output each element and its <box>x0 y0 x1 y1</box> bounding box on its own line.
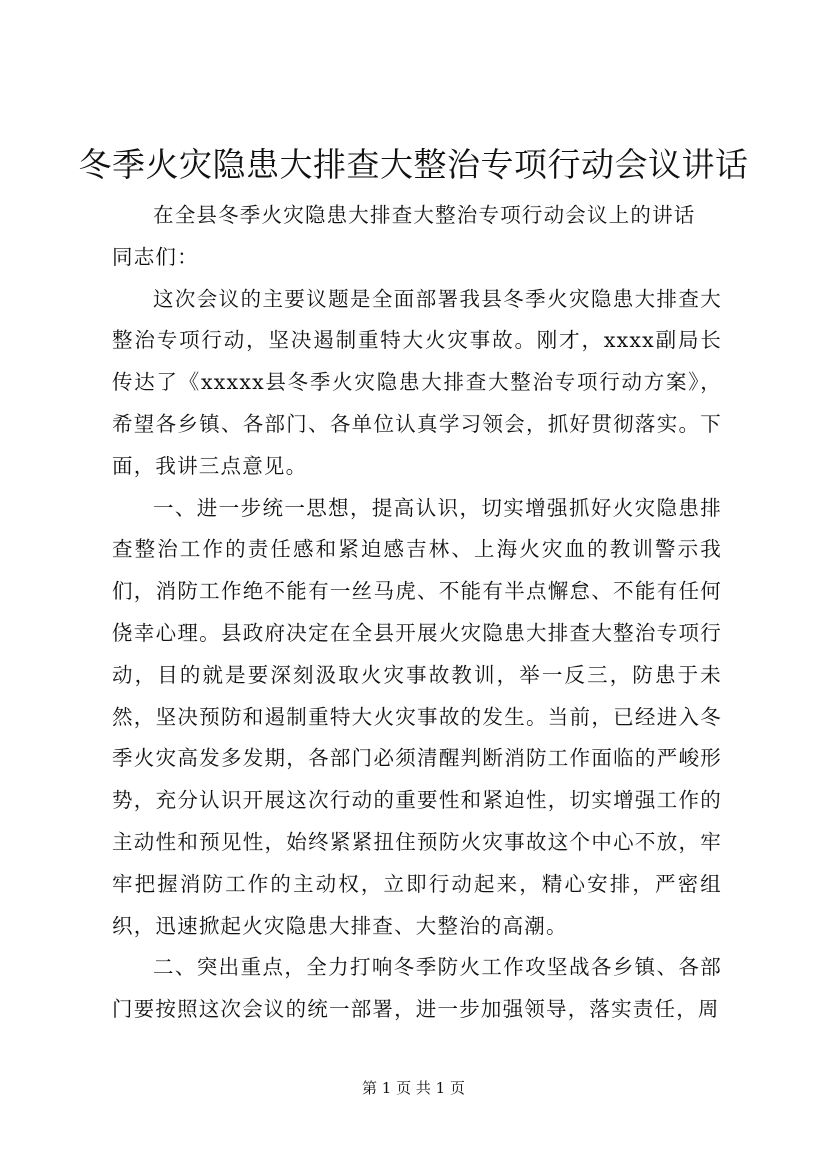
document-body <box>112 195 722 1031</box>
page-number-footer: 第 1 页 共 1 页 <box>362 1079 465 1097</box>
paragraph: 二、突出重点，全力打响冬季防火工作攻坚战各乡镇、各部门要按照这次会议的统一部署，进一步加强领导，落实责任，周 <box>112 955 722 1022</box>
speech-subtitle: 在全县冬季火灾隐患大排查大整治专项行动会议上的讲话 <box>153 203 696 227</box>
document-title: 冬季火灾隐患大排查大整治专项行动会议讲话 <box>78 145 749 184</box>
paragraph: 这次会议的主要议题是全面部署我县冬季火灾隐患大排查大整治专项行动，坚决遏制重特大火灾事故。刚才，xxxx副局长传达了《xxxxx县冬季火灾隐患大排查大整治专项行动方案》，希望各乡镇、各部门、各单位认真学习领会，抓好贯彻落实。下面，我讲三点意见。 <box>112 286 722 478</box>
paragraph: 一、进一步统一思想，提高认识，切实增强抓好火灾隐患排查整治工作的责任感和紧迫感吉林、上海火灾血的教训警示我们，消防工作绝不能有一丝马虎、不能有半点懈怠、不能有任何侥幸心理。县政府决定在全县开展火灾隐患大排查大整治专项行动，目的就是要深刻汲取火灾事故教训，举一反三，防患于未然，坚决预防和遏制重特大火灾事故的发生。当前，已经进入冬季火灾高发多发期，各部门必须清醒判断消防工作面临的严峻形势，充分认识开展这次行动的重要性和紧迫性，切实增强工作的主动性和预见性，始终紧紧扭住预防火灾事故这个中心不放，牢牢把握消防工作的主动权，立即行动起来，精心安排，严密组织，迅速掀起火灾隐患大排查、大整治的高潮。 <box>112 495 722 938</box>
greeting: 同志们： <box>112 244 199 269</box>
